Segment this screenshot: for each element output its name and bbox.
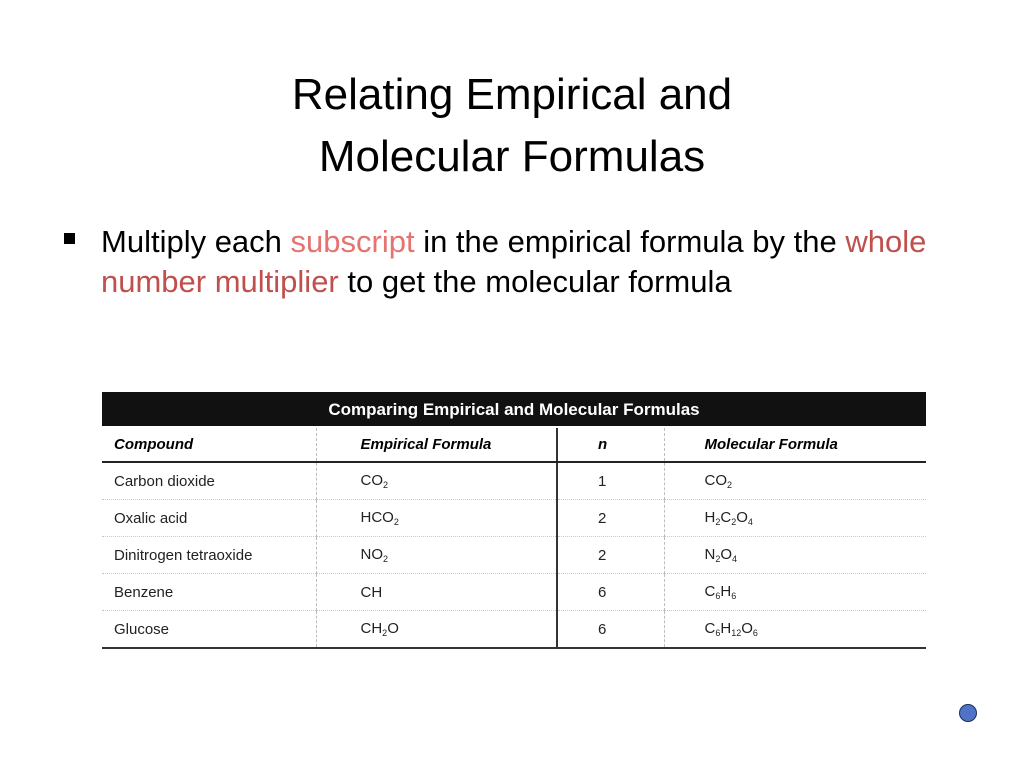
bullet-text [101, 222, 944, 302]
empirical-formula-cell: $NO_2$ [316, 537, 557, 574]
title-line-1: Relating Empirical and [291, 70, 733, 119]
highlight-multiplier: whole number multiplier [101, 224, 927, 299]
n-cell: 6 [557, 574, 664, 611]
empirical-formula-cell: $CH_2O$ [316, 611, 557, 649]
table-row [102, 537, 926, 574]
table-row [102, 462, 926, 500]
header-compound: Compound [102, 428, 316, 462]
table-header-row [102, 428, 926, 462]
molecular-formula-cell: $C_6H_6$ [664, 574, 926, 611]
molecular-formula-cell: $CO_2$ [664, 462, 926, 500]
n-cell: 1 [557, 462, 664, 500]
n-cell: 6 [557, 611, 664, 649]
n-cell: 2 [557, 537, 664, 574]
bullet-text-middle: in the empirical formula by the [414, 224, 846, 259]
formula-table [102, 428, 926, 649]
compound-cell: Carbon dioxide [102, 462, 316, 500]
compound-cell: Oxalic acid [102, 500, 316, 537]
n-cell: 2 [557, 500, 664, 537]
compound-cell: Benzene [102, 574, 316, 611]
title-line-2: Molecular Formulas [318, 132, 706, 181]
slide-title [0, 64, 1024, 188]
molecular-formula-cell: $H_2C_2O_4$ [664, 500, 926, 537]
bullet-text-end: to get the molecular formula [338, 264, 732, 299]
table-row [102, 611, 926, 649]
table-caption: Comparing Empirical and Molecular Formulas [102, 392, 926, 426]
header-n: n [557, 428, 664, 462]
empirical-formula-cell: CH [316, 574, 557, 611]
header-empirical-formula: Empirical Formula [316, 428, 557, 462]
molecular-formula-cell: $N_2O_4$ [664, 537, 926, 574]
bullet-text-start: Multiply each [101, 224, 291, 259]
square-bullet-icon [64, 233, 75, 244]
compound-cell: Glucose [102, 611, 316, 649]
bullet-point [64, 222, 944, 302]
empirical-formula-cell: $CO_2$ [316, 462, 557, 500]
highlight-subscript: subscript [290, 224, 415, 259]
slide-navigation-button[interactable] [959, 704, 977, 722]
header-molecular-formula: Molecular Formula [664, 428, 926, 462]
molecular-formula-cell: $C_6H_{12}O_6$ [664, 611, 926, 649]
table-row [102, 500, 926, 537]
empirical-formula-cell: $HCO_2$ [316, 500, 557, 537]
formula-table-image [102, 390, 926, 643]
table-row [102, 574, 926, 611]
compound-cell: Dinitrogen tetraoxide [102, 537, 316, 574]
